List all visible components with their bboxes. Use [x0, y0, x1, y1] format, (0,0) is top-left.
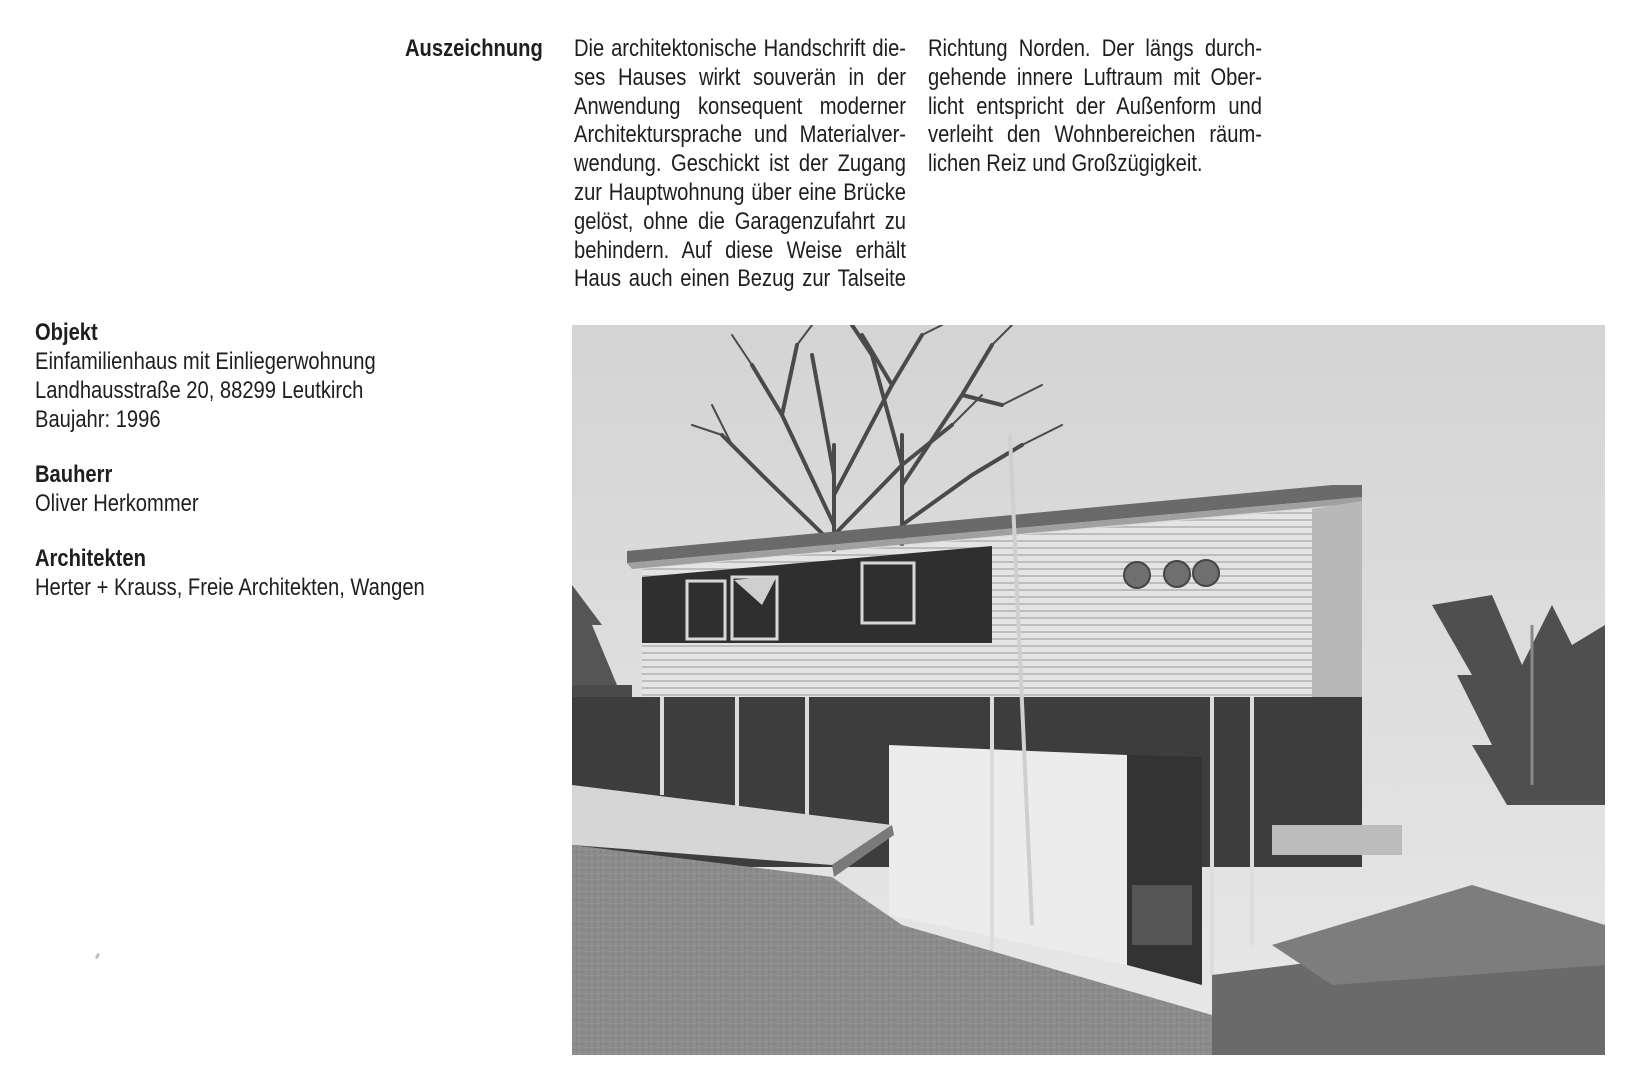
info-objekt-year: Baujahr: 1996	[35, 406, 161, 433]
award-col1-line	[574, 63, 906, 92]
info-architekten-name: Herter + Krauss, Freie Architekten, Wangen	[35, 574, 425, 601]
info-objekt-type: Einfamilienhaus mit Einliegerwohnung	[35, 348, 376, 375]
scan-speck	[95, 953, 100, 960]
award-col2-line-text: Richtung Norden. Der längs durch-	[928, 35, 1262, 62]
info-bauherr-name: Oliver Herkommer	[35, 490, 199, 517]
award-col1-line	[574, 34, 906, 63]
award-col2-line	[928, 92, 1262, 121]
award-col2-line-text: gehende innere Luftraum mit Ober-	[928, 63, 1262, 91]
award-col1-line-text: ses Hauses wirkt souverän in der	[574, 63, 906, 91]
section-label-text: Auszeichnung	[405, 35, 543, 62]
award-col2-line	[928, 34, 1262, 63]
award-col1-line	[574, 92, 906, 121]
info-heading-architekten: Architekten	[35, 545, 146, 572]
award-col1-line-text: Haus auch einen Bezug zur Talseite	[574, 265, 906, 293]
porthole-window	[1124, 562, 1150, 588]
award-col1-line-text: Anwendung konsequent moderner	[574, 92, 906, 120]
award-col1-line-text: behindern. Auf diese Weise erhält	[574, 236, 906, 264]
award-col1-line-text: zur Hauptwohnung über eine Brücke	[574, 179, 906, 206]
house-photo-drawing	[572, 325, 1605, 1055]
project-info	[35, 318, 505, 602]
porthole-window	[1164, 561, 1190, 587]
award-col1-line-text: Architektursprache und Materialver-	[574, 121, 906, 149]
award-col1-line	[574, 149, 906, 178]
award-col1-line-text: gelöst, ohne die Garagenzufahrt zu	[574, 207, 906, 235]
garage-door	[1127, 755, 1202, 985]
info-objekt-address: Landhausstraße 20, 88299 Leutkirch	[35, 377, 364, 404]
award-col1-line	[574, 207, 906, 236]
award-col1-line-text: Die architektonische Handschrift die-	[574, 35, 906, 62]
award-col2-line	[928, 120, 1262, 149]
award-col1-line-text: wendung. Geschickt ist der Zugang	[574, 150, 906, 178]
info-heading-objekt: Objekt	[35, 319, 98, 346]
porthole-window	[1193, 560, 1219, 586]
award-col2-line-text: lichen Reiz und Großzügigkeit.	[928, 150, 1203, 178]
award-col1-line	[574, 178, 906, 207]
award-col2-line-text: licht entspricht der Außenform und	[928, 92, 1262, 120]
award-col2-line	[928, 63, 1262, 92]
award-col2-line-text: verleiht den Wohnbereichen räum-	[928, 121, 1262, 149]
award-col1-line	[574, 264, 906, 293]
house-photo	[572, 325, 1605, 1055]
side-wall	[1312, 501, 1362, 697]
info-heading-bauherr: Bauherr	[35, 461, 113, 488]
info-architekten	[35, 544, 505, 602]
award-col1-line	[574, 236, 906, 265]
info-bauherr	[35, 460, 505, 518]
award-col1-line	[574, 120, 906, 149]
section-label-auszeichnung	[405, 34, 569, 63]
award-col2-line	[928, 149, 1262, 178]
info-objekt	[35, 318, 505, 434]
